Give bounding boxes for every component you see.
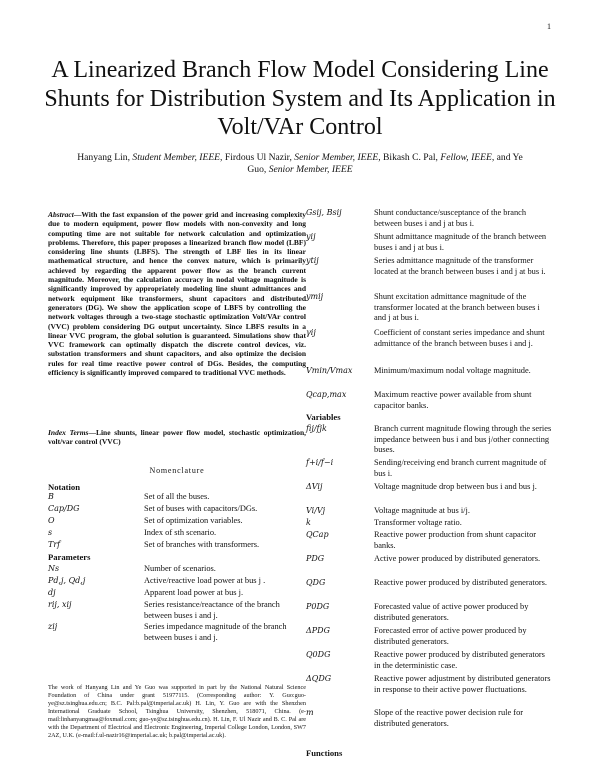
functions-heading: Functions <box>306 748 343 758</box>
author-list <box>70 152 530 177</box>
symbol: PDG <box>306 554 325 563</box>
symbol: ymij <box>306 292 324 301</box>
definition: Forecasted value of active power produced by distributed generators. <box>374 602 529 622</box>
parameters-heading: Parameters <box>48 552 91 562</box>
symbol: fij/fjk <box>306 424 327 433</box>
author-role: Senior Member, IEEE, <box>294 152 381 163</box>
abstract-text: —With the fast expansion of the power grid and increasing complexity due to modern equipment, power flow models with non-convexity and long computing time are not suitable for network calculation and optimization problems. Therefore, this paper proposes a linearized branch flow model (LBF) considering line shunts (LBFS). The strength of LBF lies in its linear mathematical structure, and hence the convex nature, which is primarily achieved by regarding the apparent power flow as the branch current magnitude. Moreover, the calculation accuracy in nodal voltage magnitude is significantly improved by appropriately modeling line shunt admittances and network equipment like transformers, shunt capacitors and distributed generators (DG). We show the application scope of LBFS by controlling the network voltages through a two-stage stochastic optimization Volt/VAr control (VVC) problem considering DG output uncertainty. Since LBFS results in a linear VVC program, the global solution is guaranteed. Simulations show that VVC framework can optimally dispatch the discrete control devices, viz. substation transformers and shunt capacitors, and also optimize the decision rules for real time reactive power control of DGs. Besides, the computing efficiency is significantly improved compared to traditional VVC methods. <box>48 210 306 378</box>
symbol: Vmin/Vmax <box>306 366 353 375</box>
definition: Set of all the buses. <box>144 492 210 501</box>
definition: Shunt admittance magnitude of the branch between buses i and j at bus i. <box>374 232 547 252</box>
symbol: P0DG <box>306 602 330 611</box>
author-name: and Ye Guo, <box>247 152 523 176</box>
symbol: rij, xij <box>48 600 72 609</box>
definition: Set of buses with capacitors/DGs. <box>144 504 258 513</box>
symbol: m <box>306 708 314 717</box>
symbol: ΔVij <box>306 482 323 491</box>
nomenclature-heading: Nomenclature <box>149 466 205 475</box>
symbol: QDG <box>306 578 326 587</box>
definition: Coefficient of constant series impedance and shunt admittance of the branch between buses i and j. <box>374 328 545 348</box>
symbol: zij <box>48 622 58 631</box>
symbol: ΔQDG <box>306 674 332 683</box>
definition: Active/reactive load power at bus j . <box>144 576 266 585</box>
paper-title: A Linearized Branch Flow Model Considering Line Shunts for Distribution System and Its Application in Volt/VAr Control <box>44 57 556 140</box>
definition: Reactive power production from shunt capacitor banks. <box>374 530 537 550</box>
definition: Series impedance magnitude of the branch between buses i and j. <box>144 622 287 642</box>
author-name: Hanyang Lin, <box>77 152 130 163</box>
index-terms-label: Index Terms <box>48 428 89 437</box>
symbol: s <box>48 528 53 537</box>
definition: Reactive power adjustment by distributed generators in response to their active power fluctuations. <box>374 674 551 694</box>
symbol: Qcap,max <box>306 390 347 399</box>
symbol: Ns <box>48 564 60 573</box>
symbol: Vi/Vj <box>306 506 326 515</box>
definition: Index of sth scenario. <box>144 528 217 537</box>
definition: Series admittance magnitude of the transformer located at the branch between buses i and j at bus i. <box>374 256 546 276</box>
definition: Branch current magnitude flowing through the series impedance between bus i and bus j/other connecting buses. <box>374 424 552 455</box>
symbol: QCap <box>306 530 329 539</box>
definition: Transformer voltage ratio. <box>374 518 462 527</box>
symbol: ΔPDG <box>306 626 330 635</box>
abstract <box>48 210 306 377</box>
symbol: Trf <box>48 540 61 549</box>
abstract-label: Abstract <box>48 210 74 219</box>
definition: Active power produced by distributed generators. <box>374 554 541 563</box>
page-number: 1 <box>547 22 551 31</box>
index-terms-text: —Line shunts, linear power flow model, stochastic optimization, volt/var control (VVC) <box>48 428 306 447</box>
definition: Shunt excitation admittance magnitude of the transformer located at the branch between buses i and j at bus i. <box>374 292 540 323</box>
symbol: B <box>48 492 54 501</box>
author-role: Fellow, IEEE, <box>440 152 495 163</box>
definition: Shunt conductance/susceptance of the branch between buses i and j at bus i. <box>374 208 527 228</box>
definition: Reactive power produced by distributed generators in the deterministic case. <box>374 650 545 670</box>
symbol: Q0DG <box>306 650 331 659</box>
symbol: γij <box>306 328 316 337</box>
symbol: k <box>306 518 311 527</box>
definition: Apparent load power at bus j. <box>144 588 244 597</box>
definition: Voltage magnitude drop between bus i and bus j. <box>374 482 537 491</box>
definition: Minimum/maximum nodal voltage magnitude. <box>374 366 531 375</box>
definition: Reactive power produced by distributed generators. <box>374 578 548 587</box>
author-role: Student Member, IEEE, <box>132 152 223 163</box>
symbol: ytij <box>306 256 319 265</box>
symbol: yij <box>306 232 316 241</box>
definition: Number of scenarios. <box>144 564 216 573</box>
footnote: The work of Hanyang Lin and Ye Guo was supported in part by the National Natural Science Foundation of China under grant 51977115. (Corresponding author: Y. Guo:guo-ye@sz.tsinghua.edu.cn; B.C. Pal:b.pal@imperial.ac.uk) H. Lin, Y. Guo are with the Shenzhen International Graduate School, Tsinghua University, Shenzhen, 518071, China. (e-mail:linhanyangmaa@foxmail.com; guo-ye@sz.tsinghua.edu.cn). H. Lin, F. Ul Nazir and B. C. Pal are with the Department of Electrical and Electronic Engineering, Imperial College London, London, SW7 2AZ, U.K. (e-mail:f.ul-nazir16@imperial.ac.uk; b.pal@imperial.ac.uk). <box>48 684 306 739</box>
definition: Maximum reactive power available from shunt capacitor banks. <box>374 390 532 410</box>
symbol: Pd,j, Qd,j <box>48 576 86 585</box>
definition: Slope of the reactive power decision rule for distributed generators. <box>374 708 524 728</box>
symbol: f+i/f−i <box>306 458 334 467</box>
author-role: Senior Member, IEEE <box>268 164 353 176</box>
definition: Set of optimization variables. <box>144 516 243 525</box>
symbol: Gsij, Bsij <box>306 208 342 217</box>
definition: Series resistance/reactance of the branch between buses i and j. <box>144 600 280 620</box>
definition: Forecasted error of active power produced by distributed generators. <box>374 626 527 646</box>
notation-heading: Notation <box>48 482 80 492</box>
definition: Sending/receiving end branch current magnitude of bus i. <box>374 458 547 478</box>
variables-heading: Variables <box>306 412 341 422</box>
definition: Set of branches with transformers. <box>144 540 260 549</box>
symbol: Cap/DG <box>48 504 80 513</box>
symbol: dj <box>48 588 56 597</box>
index-terms <box>48 428 306 447</box>
definition: Voltage magnitude at bus i/j. <box>374 506 470 515</box>
symbol: O <box>48 516 55 525</box>
author-name: Firdous Ul Nazir, <box>224 152 292 163</box>
author-name: Bikash C. Pal, <box>383 152 438 163</box>
